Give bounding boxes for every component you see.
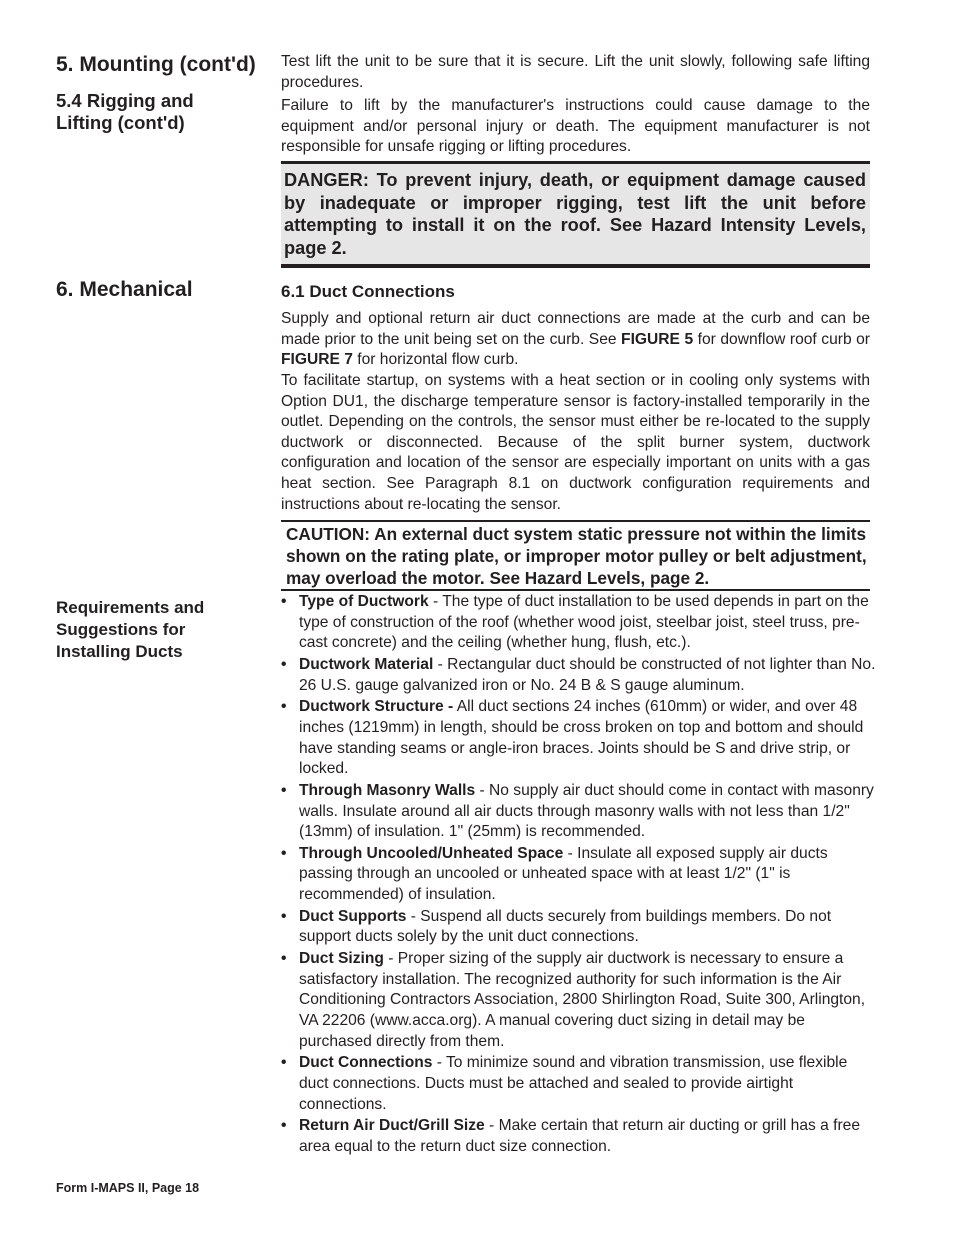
list-item <box>281 1053 876 1115</box>
bullet-icon: • <box>281 907 287 925</box>
list-item <box>281 655 876 696</box>
list-item-text: All duct sections 24 inches (610mm) or wider, and over 48 inches (1219mm) in length, should be cross broken on top and bottom and should have standing seams or angle-iron braces. Joints should be S and drive strip, or locked. <box>299 698 864 778</box>
section-5-4-heading <box>56 90 266 134</box>
list-item-text: - Insulate all exposed supply air ducts passing through an uncooled or unheated space with at least 1/2" (1" is recommended) of insulation. <box>299 844 828 904</box>
list-item <box>281 907 876 948</box>
bullet-icon: • <box>281 698 287 716</box>
section-5-4-heading-line2: Lifting (cont'd) <box>56 112 185 133</box>
lift-test-paragraph: Test lift the unit to be sure that it is secure. Lift the unit slowly, following safe lifting procedures. <box>281 53 870 91</box>
list-item <box>281 949 876 1052</box>
bullet-icon: • <box>281 781 287 799</box>
requirements-heading-line1: Requirements and <box>56 598 205 617</box>
duct-connections-heading: 6.1 Duct Connections <box>281 282 455 301</box>
requirements-heading-line2: Suggestions for <box>56 620 186 639</box>
bullet-icon: • <box>281 950 287 968</box>
danger-text: DANGER: To prevent injury, death, or equipment damage caused by inadequate or improper rigging, test lift the unit before attempting to install it on the roof. See Hazard Intensity Levels, page 2. <box>284 170 866 258</box>
list-item-text: - No supply air duct should come in contact with masonry walls. Insulate around all air ducts through masonry walls with not less than 1/2" (13mm) of insulation. 1" (25mm) is recommended. <box>299 781 874 841</box>
section-5-heading: 5. Mounting (cont'd) <box>56 53 256 76</box>
list-item-term: Ductwork Material <box>299 655 434 673</box>
requirements-heading-line3: Installing Ducts <box>56 642 183 661</box>
bullet-icon: • <box>281 655 287 673</box>
list-item-text: - To minimize sound and vibration transmission, use flexible duct connections. Ducts must be attached and sealed to provide airtight connections. <box>299 1054 848 1113</box>
list-item-term: Through Uncooled/Unheated Space <box>299 844 564 862</box>
sensor-paragraph: To facilitate startup, on systems with a heat section or in cooling only systems with Option DU1, the discharge temperature sensor is factory-installed temporarily in the outlet. Depending on the controls, the sensor must either be re-located to the supply ductwork or disconnected. Because of the split burner system, ductwork configuration and location of the sensor are especially important on units with a gas heat section. See Paragraph 8.1 on ductwork configuration requirements and instructions about re-locating the sensor. <box>281 372 870 513</box>
section-5-4-heading-line1: 5.4 Rigging and <box>56 90 194 111</box>
section-6-heading: 6. Mechanical <box>56 278 193 301</box>
duct-connections-paragraph <box>281 309 870 371</box>
list-item <box>281 844 876 906</box>
page-footer: Form I-MAPS II, Page 18 <box>56 1181 200 1195</box>
list-item <box>281 1116 876 1157</box>
figure-5-reference: FIGURE 5 <box>621 330 694 348</box>
list-item-text: - Suspend all ducts securely from buildings members. Do not support ducts solely by the unit duct connections. <box>299 907 832 946</box>
bullet-icon: • <box>281 844 287 862</box>
caution-text: CAUTION: An external duct system static pressure not within the limits shown on the rating plate, or improper motor pulley or belt adjustment, may overload the motor. See Hazard Levels, page 2. <box>286 524 867 588</box>
list-item-text: - Rectangular duct should be constructed of not lighter than No. 26 U.S. gauge galvanized iron or No. 24 B & S gauge aluminum. <box>299 655 876 694</box>
list-item-text: - The type of duct installation to be used depends in part on the type of construction of the roof (whether wood joist, steelbar joist, steel truss, pre-cast concrete) and the ceiling (whether hung, flush, etc.). <box>299 593 869 652</box>
bullet-icon: • <box>281 1054 287 1072</box>
list-item-term: Return Air Duct/Grill Size <box>299 1117 485 1135</box>
para1-part-c: for horizontal flow curb. <box>352 351 519 369</box>
para1-part-a: Supply and optional return air duct connections are made at the curb and can be made prior to the unit being set on the curb. See <box>281 310 870 348</box>
list-item-text: - Make certain that return air ducting or grill has a free area equal to the return duct size connection. <box>299 1117 861 1155</box>
bullet-icon: • <box>281 593 287 610</box>
para1-part-b: for downflow roof curb or <box>693 330 870 348</box>
list-item-term: Duct Sizing <box>299 950 384 968</box>
requirements-heading <box>56 597 271 663</box>
figure-7-reference: FIGURE 7 <box>281 351 353 369</box>
list-item-term: Duct Connections <box>299 1054 433 1072</box>
list-item-text: - Proper sizing of the supply air ductwork is necessary to ensure a satisfactory installation. The recognized authority for such information is the Air Conditioning Contractors Association, 2800 Shirlington Road, Suite 300, Arlington, VA 22206 (www.acca.org). A manual covering duct sizing in detail may be purchased directly from them. <box>299 950 866 1050</box>
lift-warning-paragraph: Failure to lift by the manufacturer's instructions could cause damage to the equipment and/or personal injury or death. The equipment manufacturer is not responsible for unsafe rigging or lifting procedures. <box>281 97 870 156</box>
list-item-term: Through Masonry Walls <box>299 781 476 799</box>
danger-box <box>281 161 870 268</box>
list-item-term: Ductwork Structure - <box>299 698 454 716</box>
bullet-icon: • <box>281 1117 287 1135</box>
list-item <box>281 781 876 843</box>
list-item-term: Type of Ductwork <box>299 593 429 610</box>
caution-box <box>281 520 870 591</box>
list-item <box>281 697 876 779</box>
list-item-term: Duct Supports <box>299 907 407 925</box>
list-item <box>281 592 876 654</box>
duct-requirements-list <box>281 592 876 1159</box>
